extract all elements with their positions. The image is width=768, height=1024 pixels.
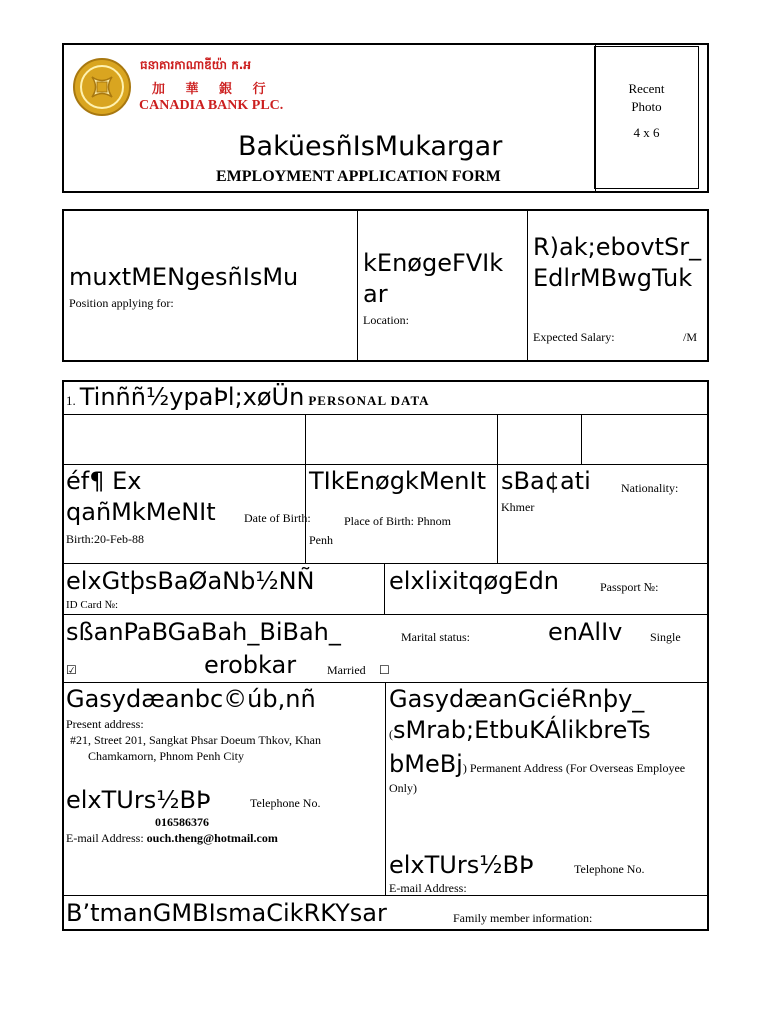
passport-label[interactable]: Passport №:	[600, 580, 659, 594]
dob-khmer: éf¶ Ex qañMkMeNIt	[66, 467, 216, 526]
nationality-label: Nationality:	[621, 481, 679, 495]
row-line-4	[64, 614, 707, 615]
blank-field-3[interactable]	[499, 416, 580, 463]
single-khmer: enAlIv	[548, 618, 623, 646]
row-line-1	[64, 414, 707, 415]
telephone-khmer: elxTUrs½BÞ	[66, 786, 211, 814]
section-title-english: PERSONAL DATA	[308, 393, 430, 408]
section-heading	[66, 383, 430, 411]
photo-label-photo: Photo	[631, 99, 662, 114]
telephone2-khmer: elxTUrs½BÞ	[389, 851, 534, 879]
nationality-value[interactable]: Khmer	[501, 500, 535, 514]
dob-value: Birth:20-Feb-88	[66, 532, 145, 546]
salary-label[interactable]: Expected Salary:	[533, 330, 615, 344]
bank-name-english: CANADIA BANK PLC.	[139, 98, 284, 113]
present-address-line1[interactable]: #21, Street 201, Sangkat Phsar Doeum Thkov, Khan	[70, 733, 321, 747]
col-line-d	[384, 563, 385, 614]
col-line-c	[581, 414, 582, 464]
form-title-khmer: BaküesñIsMukargar	[238, 131, 503, 162]
bank-logo-icon	[72, 57, 132, 117]
col-line-e	[385, 682, 386, 895]
id-card-label[interactable]: ID Card №:	[66, 599, 119, 611]
family-khmer: B’tmanGMBIsmaCikRKYsar	[66, 899, 387, 927]
blank-field-4[interactable]	[583, 416, 707, 463]
nationality-khmer: sBa¢ati	[501, 467, 591, 495]
married-checkbox[interactable]: ☐	[379, 663, 390, 677]
single-checkbox[interactable]: ☑	[66, 663, 77, 677]
telephone-value[interactable]: 016586376	[155, 815, 209, 829]
col-line-a	[305, 414, 306, 564]
position-label[interactable]: Position applying for:	[69, 296, 174, 310]
present-address-label: Present address:	[66, 717, 144, 731]
photo-box[interactable]	[594, 46, 699, 189]
position-divider-2	[527, 211, 528, 360]
permanent-address-line2: (sMrab;EtbuKÁlikbreTs	[389, 716, 651, 744]
present-address-khmer: Gasydæanbc©úb,nñ	[66, 685, 316, 713]
marital-label: Marital status:	[401, 630, 470, 644]
passport-khmer: elxlixitqøgEdn	[389, 567, 560, 595]
section-number: 1.	[66, 393, 76, 408]
dob-khmer-2	[66, 499, 311, 534]
family-label: Family member information:	[453, 911, 593, 925]
photo-size: 4 x 6	[633, 125, 660, 140]
salary-khmer: R)ak;ebovtSr_EdlrMBwgTuk	[533, 233, 702, 292]
pob-value: Penh	[309, 533, 333, 547]
married-khmer: erobkar	[204, 651, 297, 679]
email-label: E-mail Address:	[66, 831, 144, 845]
section-title-khmer: Tinññ½ypaÞl;xøÜn	[79, 383, 305, 411]
pob-khmer: TIkEnøgkMenIt	[309, 467, 486, 495]
row-line-3	[64, 563, 707, 564]
email-field[interactable]	[66, 830, 278, 846]
bank-name-chinese: 加 華 銀 行	[152, 82, 274, 97]
photo-label-recent: Recent	[628, 81, 665, 96]
permanent-address-label: ) Permanent Address (For Overseas Employee Only)	[389, 761, 686, 795]
position-divider-1	[357, 211, 358, 360]
form-title-english: EMPLOYMENT APPLICATION FORM	[216, 168, 501, 185]
salary-unit: /M	[683, 330, 698, 344]
married-label: Married	[327, 663, 366, 677]
position-khmer: muxtMENgesñIsMu	[69, 263, 299, 291]
single-label: Single	[650, 630, 681, 644]
pob-label: Place of Birth: Phnom	[344, 514, 451, 528]
permanent-address-line3: bMeBj) Permanent Address (For Overseas Employee Only)	[389, 750, 686, 795]
dob-label: Date of Birth:	[244, 511, 311, 525]
blank-field-1[interactable]	[64, 416, 304, 463]
permanent-address-khmer: GasydæanGciéRnþy_	[389, 685, 645, 713]
telephone-label: Telephone No.	[250, 796, 321, 810]
location-label[interactable]: Location:	[363, 313, 409, 327]
email-value: ouch.theng@hotmail.com	[146, 831, 278, 845]
id-card-khmer: elxGtþsBaØaNb½NÑ	[66, 567, 315, 595]
marital-khmer: sßanPaBGaBah_BiBah_	[66, 618, 341, 646]
bank-name-khmer: ធនាគារកាណាឌីយ៉ា ក.អ	[140, 58, 251, 72]
email2-label[interactable]: E-mail Address:	[389, 881, 467, 895]
present-address-line2[interactable]: Chamkamorn, Phnom Penh City	[88, 749, 244, 763]
row-line-6	[64, 895, 707, 896]
blank-field-2[interactable]	[307, 416, 496, 463]
telephone2-label[interactable]: Telephone No.	[574, 862, 645, 876]
location-khmer: kEnøgeFVIkar	[363, 249, 504, 308]
row-line-2	[64, 464, 707, 465]
